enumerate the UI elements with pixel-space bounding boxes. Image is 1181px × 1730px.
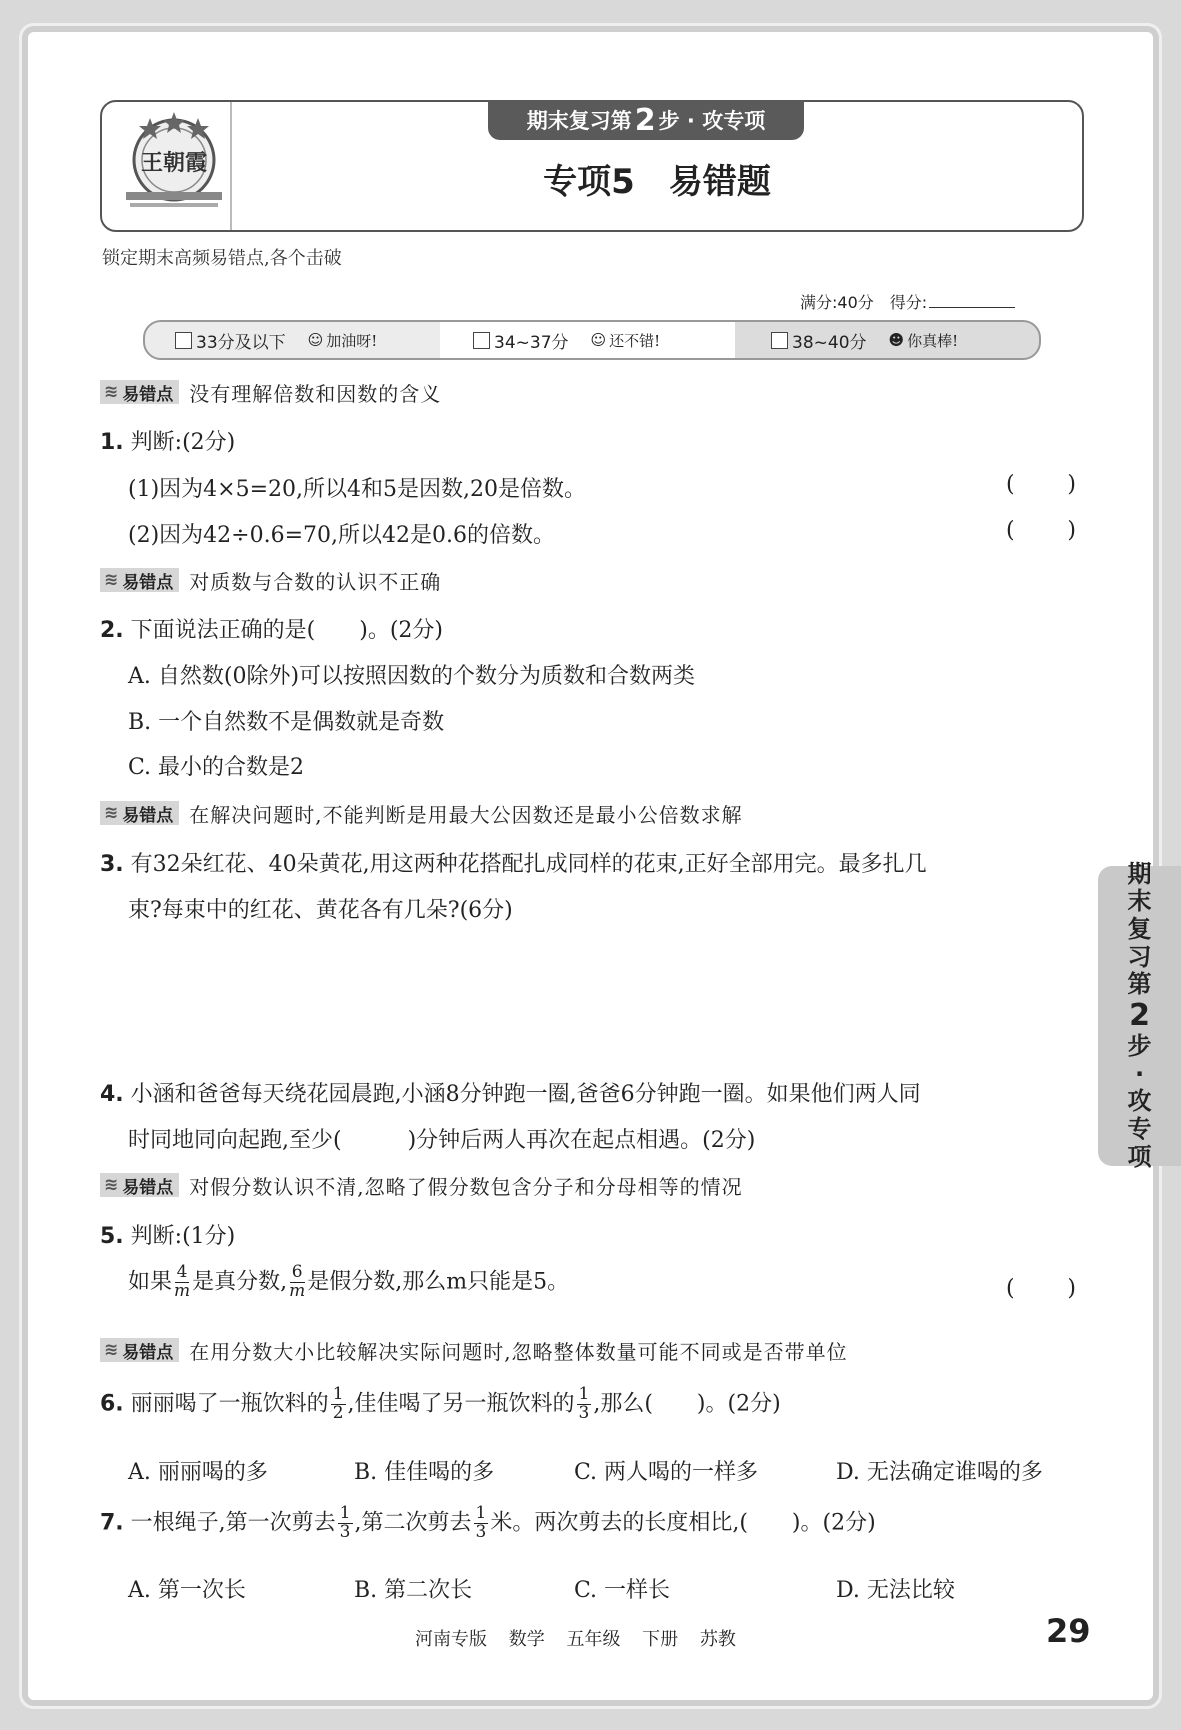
grade-range: 33分及以下 (196, 332, 286, 353)
smile-icon: ☺ (307, 331, 324, 349)
got-score-label: 得分: (889, 293, 928, 312)
stage-suffix: 步 · 攻专项 (658, 109, 766, 133)
tip-4 (100, 1171, 743, 1199)
grade-praise: 你真棒! (907, 331, 959, 350)
tip-text: 在用分数大小比较解决实际问题时,忽略整体数量可能不同或是否带单位 (189, 1339, 848, 1364)
q2-option-c[interactable]: C. 最小的合数是2 (128, 755, 305, 780)
grade-range: 38~40分 (792, 332, 867, 353)
smile-icon: ☺ (590, 331, 607, 349)
wave-icon: ≋ (104, 803, 119, 823)
q1-stem: 1. 判断:(2分) (100, 430, 236, 455)
fraction: $\frac{1}{3}$ (578, 1384, 590, 1423)
q6-option-d[interactable]: D. 无法确定谁喝的多 (836, 1460, 1043, 1485)
tip-text: 没有理解倍数和因数的含义 (189, 381, 442, 406)
q7-option-c[interactable]: C. 一样长 (574, 1578, 671, 1603)
q7-option-a[interactable]: A. 第一次长 (128, 1578, 246, 1603)
fraction: $\frac{6}{m}$ (289, 1262, 306, 1301)
answer-paren[interactable]: ( ) (1006, 1276, 1076, 1301)
publisher-logo (120, 110, 228, 218)
grade-praise: 还不错! (609, 331, 661, 350)
grade-checkbox[interactable] (175, 332, 192, 349)
tip-1 (100, 378, 441, 406)
header-box (100, 100, 1084, 232)
stage-tab (488, 100, 804, 140)
q1-item-1: (1)因为4×5=20,所以4和5是因数,20是倍数。 (128, 477, 586, 502)
grade-2 (443, 328, 741, 353)
q3-line-1: 3. 有32朵红花、40朵黄花,用这两种花搭配扎成同样的花束,正好全部用完。最多扎几 (100, 852, 927, 877)
tip-5 (100, 1336, 848, 1364)
answer-paren[interactable]: ( ) (1006, 472, 1076, 497)
wave-icon: ≋ (104, 1340, 119, 1360)
q2-stem: 2. 下面说法正确的是( )。(2分) (100, 618, 444, 643)
q6-stem: 6. 丽丽喝了一瓶饮料的 $\frac{1}{2}$ ,佳佳喝了另一瓶饮料的 $\frac{1}{3}$ ,那么( )。(2分) (100, 1384, 781, 1423)
side-section-tab: 期 末 复 习 第 2 步 · 攻 专 项 (1098, 866, 1181, 1166)
grade-3 (741, 328, 1039, 353)
score-line (800, 290, 1015, 313)
stage-number: 2 (634, 102, 656, 138)
q3-line-2: 束?每束中的红花、黄花各有几朵?(6分) (128, 898, 513, 923)
grade-checkbox[interactable] (473, 332, 490, 349)
tip-tag: ≋ 易错点 (100, 1338, 179, 1362)
tip-2 (100, 566, 441, 594)
q4-line-2: 时同地同向起跑,至少( )分钟后两人再次在起点相遇。(2分) (128, 1128, 756, 1153)
tip-tag: ≋ 易错点 (100, 380, 179, 404)
wave-icon: ≋ (104, 570, 119, 590)
q6-option-c[interactable]: C. 两人喝的一样多 (574, 1460, 759, 1485)
logo-text: 王朝霞 (140, 150, 208, 176)
q4-line-1: 4. 小涵和爸爸每天绕花园晨跑,小涵8分钟跑一圈,爸爸6分钟跑一圈。如果他们两人同 (100, 1082, 921, 1107)
grade-checkbox[interactable] (771, 332, 788, 349)
q7-option-b[interactable]: B. 第二次长 (354, 1578, 473, 1603)
fraction: $\frac{1}{3}$ (339, 1503, 351, 1542)
grade-range: 34~37分 (494, 332, 569, 353)
score-blank[interactable] (929, 307, 1015, 308)
wave-icon: ≋ (104, 1175, 119, 1195)
q2-option-b[interactable]: B. 一个自然数不是偶数就是奇数 (128, 710, 445, 735)
tip-tag: ≋ 易错点 (100, 801, 179, 825)
grade-bar (143, 320, 1041, 360)
wave-icon: ≋ (104, 382, 119, 402)
tip-tag: ≋ 易错点 (100, 1173, 179, 1197)
fraction: $\frac{4}{m}$ (174, 1262, 191, 1301)
tip-text: 在解决问题时,不能判断是用最大公因数还是最小公倍数求解 (189, 802, 743, 827)
grade-praise: 加油呀! (326, 331, 378, 350)
grade-1 (145, 328, 443, 353)
q5-statement: 如果 $\frac{4}{m}$ 是真分数, $\frac{6}{m}$ 是假分数,那么m只能是5。 (128, 1262, 570, 1301)
page-number: 29 (1046, 1612, 1091, 1650)
q7-option-d[interactable]: D. 无法比较 (836, 1578, 955, 1603)
page-title: 专项5 易错题 (543, 162, 771, 202)
footer-info: 河南专版 数学 五年级 下册 苏教 (415, 1629, 736, 1650)
q6-option-b[interactable]: B. 佳佳喝的多 (354, 1460, 495, 1485)
tip-tag: ≋ 易错点 (100, 568, 179, 592)
tip-3 (100, 799, 743, 827)
tip-text: 对质数与合数的认识不正确 (189, 569, 442, 594)
q5-stem: 5. 判断:(1分) (100, 1224, 236, 1249)
stage-prefix: 期末复习第 (526, 109, 632, 133)
subtitle: 锁定期末高频易错点,各个击破 (102, 248, 342, 269)
q7-stem: 7. 一根绳子,第一次剪去 $\frac{1}{3}$ ,第二次剪去 $\frac{1}{3}$ 米。两次剪去的长度相比,( )。(2分) (100, 1503, 876, 1542)
answer-paren[interactable]: ( ) (1006, 518, 1076, 543)
q2-option-a[interactable]: A. 自然数(0除外)可以按照因数的个数分为质数和合数两类 (128, 664, 696, 689)
smile-icon: ☻ (888, 331, 905, 349)
fraction: $\frac{1}{3}$ (475, 1503, 487, 1542)
q6-option-a[interactable]: A. 丽丽喝的多 (128, 1460, 268, 1485)
full-score: 满分:40分 (800, 293, 874, 312)
q1-item-2: (2)因为42÷0.6=70,所以42是0.6的倍数。 (128, 523, 555, 548)
tip-text: 对假分数认识不清,忽略了假分数包含分子和分母相等的情况 (189, 1174, 743, 1199)
fraction: $\frac{1}{2}$ (332, 1384, 344, 1423)
